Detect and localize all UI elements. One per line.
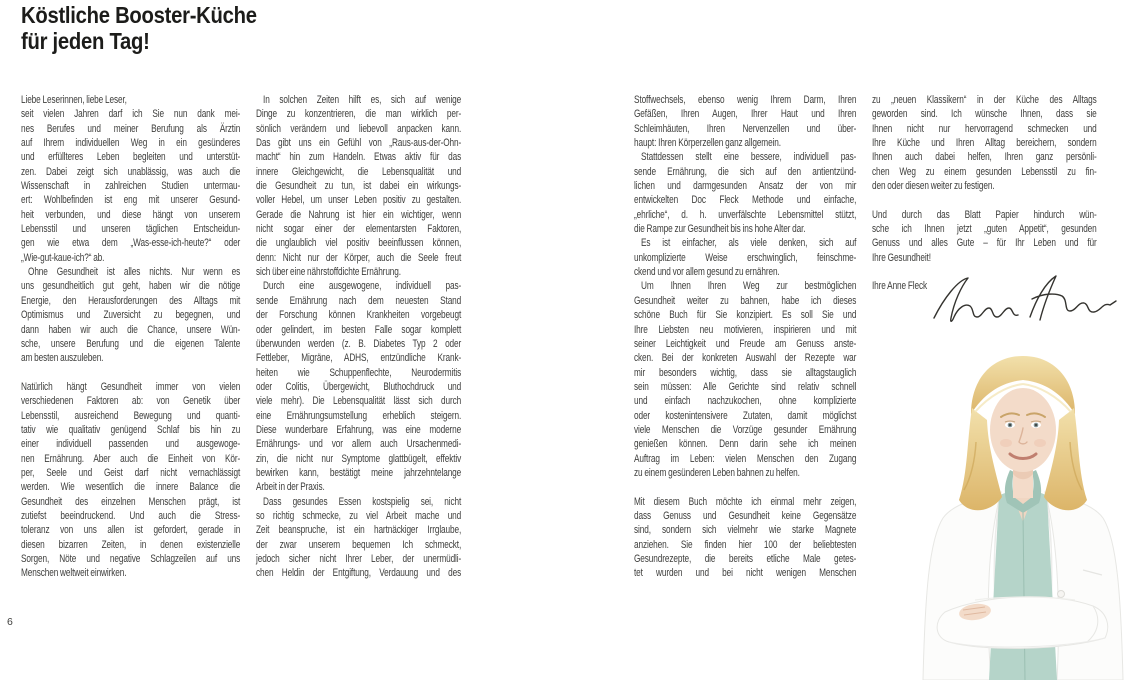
text-line: Ihre Gesundheit!: [872, 251, 931, 264]
text-line: chen Weg zu einem gesunden Lebensstil zu fin-: [872, 165, 1097, 178]
text-line: Ohne Gesundheit ist alles nichts. Nur wenn es: [28, 266, 241, 279]
text-line: nicht sogar einer der elementarsten Faktoren,: [256, 223, 462, 236]
text-line: und einfach nachzukochen, ohne komplizierte: [634, 395, 857, 408]
text-line: toleranz von uns allen ist gefordert, gerade in: [21, 524, 241, 537]
text-line: Ihnen nicht nur hervorragend schmecken und: [872, 122, 1097, 135]
text-line: Gesundheit des einzelnen Menschen prägt, ist: [21, 495, 241, 508]
text-line: uns gesundheitlich gut geht, haben wir die nötige: [21, 280, 241, 293]
text-line: Dinge zu konzentrieren, die man wirklich per-: [256, 108, 462, 121]
text-line: Lebensstil und unseren täglichen Entscheidun-: [21, 223, 241, 236]
text-line: Um Ihnen Ihren Weg zur bestmöglichen: [641, 280, 857, 293]
text-line: verschiedenen Faktoren ab: von Genetik über: [21, 395, 241, 408]
text-line: Arbeit in der Praxis.: [256, 481, 325, 494]
text-line: sönlich verändern und liebevoll anpacken kann.: [256, 122, 462, 135]
face: [990, 388, 1056, 498]
text-line: Mit diesem Buch möchte ich einmal mehr zeigen,: [634, 495, 857, 508]
text-line: sende Ernährung nach dem neuesten Stand: [256, 294, 462, 307]
text-line: Und durch das Blatt Papier hindurch wün-: [872, 208, 1097, 221]
text-line: sind, sondern sich vielmehr wie starke Magnete: [634, 524, 857, 537]
text-line: Diese wunderbare Erfahrung, was eine moderne: [256, 423, 462, 436]
text-line: per, Seele und Geist darf nicht vernachlässigt: [21, 466, 241, 479]
paragraph-gap: [872, 193, 1097, 207]
text-line: zutiefst beeindruckend. Und auch die Stress-: [21, 509, 241, 522]
text-line: Gesundheit weiter zu bahnen, habe ich dieses: [634, 294, 857, 307]
text-line: seiner Leichtigkeit und Freude am Genuss anste-: [634, 337, 857, 350]
text-line: nen Ernährung. Aber auch die Einheit von Kör-: [21, 452, 241, 465]
text-line: Ernährungs- und vor allem auch Ursachenmedi-: [256, 438, 462, 451]
text-line: oder kostenintensivere Zutaten, damit möglichst: [634, 409, 857, 422]
text-line: Liebe Leserinnen, liebe Leser,: [21, 94, 127, 106]
text-line: „ehrliche“, d. h. unverfälschte Lebensmittel stützt,: [634, 208, 857, 221]
text-line: innere Gleichgewicht, die Lebensqualität und: [256, 165, 462, 178]
text-line: zen. Dabei zeigt sich unablässig, was auch die: [21, 165, 241, 178]
text-line: Genuss und alles Gute – für Ihr Leben und für: [872, 237, 1097, 250]
text-line: sein müssen: Alle Gerichte sind relativ schnell: [634, 380, 857, 393]
text-line: eine Ernährungsumstellung erheblich steigern.: [256, 409, 462, 422]
text-line: am besten auszuleben.: [21, 352, 104, 365]
text-line: zu einem gesünderen Leben bahnen zu helfen.: [634, 466, 800, 479]
text-line: Gesundrezepte, die bereits etliche Male getes-: [634, 553, 857, 565]
text-column-3: [634, 93, 856, 581]
text-line: Schleimhäuten, Ihren Nervenzellen und über-: [634, 122, 857, 135]
text-line: sche, unsere Berufung und die eigenen Talente: [21, 337, 241, 350]
text-line: cken. Bei der konkreten Auswahl der Rezepte war: [634, 352, 857, 365]
text-line: Energie, den Herausforderungen des Alltags mit: [21, 294, 241, 307]
text-line: der zwar unserem bequemen Ich schmeckt,: [256, 538, 462, 551]
text-line: oder Colitis, Übergewicht, Bluthochdruck und: [256, 380, 462, 393]
text-line: dann haben wir auch die Chance, unsere Wün-: [21, 323, 241, 336]
text-line: viele mehr). Die Lebensqualität lässt sich durch: [256, 395, 462, 408]
text-line: Ihnen auch dabei helfen, Ihren ganz persönli-: [872, 151, 1097, 164]
text-line: bewirken kann, bestätigt meine jahrzehntelange: [256, 466, 462, 479]
text-line: anziehen. Sie finden hier 100 der beliebtesten: [634, 538, 857, 551]
text-line: überwunden werden (z. B. Diabetes Typ 2 oder: [256, 337, 462, 350]
text-line: heit verbunden, und diese hängt von unserem: [21, 208, 241, 221]
text-line: Fettleber, Migräne, ADHS, entzündliche Krank-: [256, 352, 462, 365]
text-line: dass Genuss und Gesundheit keine Gegensätze: [634, 509, 857, 522]
text-line: Ihre Küche und Ihren Alltag bereichern, sondern: [872, 137, 1097, 150]
text-line: viele Menschen die Vorzüge gesunder Ernährung: [634, 423, 857, 436]
handwritten-signature-anne-fleck: [928, 270, 1120, 336]
text-line: haupt: Ihren Körperzellen ganz allgemein.: [634, 137, 781, 150]
page-title-line2: für jeden Tag!: [21, 28, 150, 54]
text-line: Es ist einfacher, als viele denken, sich auf: [641, 237, 857, 250]
text-column-1: [21, 93, 240, 581]
text-line: macht“ hin zum Handeln. Etwas aktiv für das: [256, 151, 462, 164]
text-line: zin, die nicht nur Symptome glattbügelt, effektiv: [256, 452, 462, 465]
text-line: „Wie-gut-kaue-ich?“ ab.: [21, 251, 105, 264]
text-line: ckend und vor allem gesund zu ernähren.: [634, 266, 780, 279]
text-line: einer individuell passenden und ausgewoge-: [21, 438, 241, 451]
text-line: In solchen Zeiten hilft es, sich auf wenige: [263, 94, 462, 106]
paragraph-gap: [21, 366, 240, 380]
text-line: seit vielen Jahren darf ich Sie nun dank mei-: [21, 108, 241, 121]
text-line: jedoch sicher nicht Ihrer Leber, der unermüdli-: [256, 553, 462, 565]
paragraph-gap: [634, 480, 856, 494]
text-line: Das gibt uns ein Gefühl von „Raus-aus-der-Ohn-: [256, 137, 462, 150]
text-line: entwickelten Doc Fleck Methode und einfache,: [634, 194, 857, 207]
text-line: gen wie etwa dem „Was-esse-ich-heute?“ oder: [21, 237, 241, 250]
text-line: Stoffwechsels, ebenso wenig Ihrem Darm, Ihren: [634, 94, 857, 106]
text-line: so richtig schmecke, zu viel Arbeit mache und: [256, 509, 462, 522]
text-line: werden. Wie wesentlich die innere Balance die: [21, 481, 241, 494]
text-line: Dass gesundes Essen kostspielig sei, nicht: [263, 495, 462, 508]
text-line: die Gesundheit zu tun, ist dabei ein wirkungs-: [256, 180, 462, 193]
text-line: Zeit beanspruche, ist ein hartnäckiger Irrglaube,: [256, 524, 462, 537]
text-line: heiten wie Schuppenflechte, Neurodermitis: [256, 366, 462, 379]
text-line: Menschen weltweit einwirken.: [21, 567, 127, 580]
text-line: geworden sind. Ich wünsche Ihnen, dass sie: [872, 108, 1097, 121]
text-line: voller Hebel, um unser Leben positiv zu gestalten.: [256, 194, 462, 207]
text-line: nes Berufes und meiner Berufung als Ärztin: [21, 122, 241, 135]
text-line: Durch eine ausgewogene, individuell pas-: [263, 280, 462, 293]
text-line: zu „neuen Klassikern“ in der Küche des Alltags: [872, 94, 1097, 106]
page-title: [21, 2, 257, 54]
text-line: sende Ernährung, die sich auf den antientzünd-: [634, 165, 857, 178]
text-line: Gefäßen, Ihren Augen, Ihrer Haut und Ihren: [634, 108, 857, 121]
page-title-line1: Köstliche Booster-Küche: [21, 2, 257, 28]
text-column-4: [872, 93, 1097, 294]
page-number: 6: [7, 616, 13, 628]
text-line: Auftrag im Leben: vielen Menschen den Zugang: [634, 452, 857, 465]
text-line: oder gelindert, im besten Falle sogar komplett: [256, 323, 462, 336]
text-line: Lebensstil, ausreichend Bewegung und quanti-: [21, 409, 241, 422]
text-line: Wissenschaft in zahlreichen Studien untermau-: [21, 180, 241, 193]
text-line: der Forschung können Krankheiten vorgebeugt: [256, 309, 462, 322]
text-line: tativ wie qualitativ genügend Schlaf bis hin zu: [21, 423, 241, 436]
text-line: Ihre Liebsten neu motivieren, inspirieren und mit: [634, 323, 857, 336]
text-line: diesen bizarren Zeiten, in denen existenzielle: [21, 538, 241, 551]
text-line: chen Heldin der Entgiftung, Verdauung und des: [256, 567, 462, 580]
text-line: den oder diesen weiter zu festigen.: [872, 180, 995, 193]
text-line: die unglaublich viel positiv beeinflussen können,: [256, 237, 462, 250]
text-line: denn: Nicht nur der Körper, auch die Seele freut: [256, 251, 462, 264]
text-line: die Rampe zur Gesundheit bis ins hohe Alter dar.: [634, 223, 806, 236]
text-line: mir besonders wichtig, dass sie alltagstauglich: [634, 366, 857, 379]
text-line: Natürlich hängt Gesundheit immer von vielen: [21, 380, 241, 393]
portrait-photo-anne-fleck: [915, 350, 1132, 680]
text-line: sche ich Ihnen jetzt „guten Appetit“, gesunden: [872, 223, 1097, 236]
text-line: unkomplizierte Weise erschwinglich, feinschme-: [634, 251, 857, 264]
text-line: Stattdessen stellt eine bessere, individuell pas-: [641, 151, 857, 164]
text-line: schöne Buch für Sie konzipiert. Es soll Sie und: [634, 309, 857, 322]
text-line: lichen und darmgesunden Ansatz der von mir: [634, 180, 857, 193]
text-line: genießen können. Denn darin sehe ich meinen: [634, 438, 857, 451]
text-line: Sorgen, Nöte und negative Schlagzeilen auf uns: [21, 553, 241, 565]
text-line: Optimismus und Zuversicht zu begegnen, und: [21, 309, 241, 322]
text-line: auf Ihrem individuellen Weg in ein gesünderes: [21, 137, 241, 150]
text-line: und erfüllteres Leben begleiten und unterstüt-: [21, 151, 241, 164]
text-column-2: [256, 93, 461, 581]
text-line: sich über eine nährstoffdichte Ernährung.: [256, 266, 401, 279]
text-line: Ihre Anne Fleck: [872, 280, 928, 293]
text-line: ert: Wohlbefinden ist eng mit unserer Gesund-: [21, 194, 241, 207]
text-line: tet wurden und bei nicht wenigen Menschen: [634, 567, 857, 580]
text-line: Gerade die Nahrung ist hier ein wichtiger, wenn: [256, 208, 462, 221]
